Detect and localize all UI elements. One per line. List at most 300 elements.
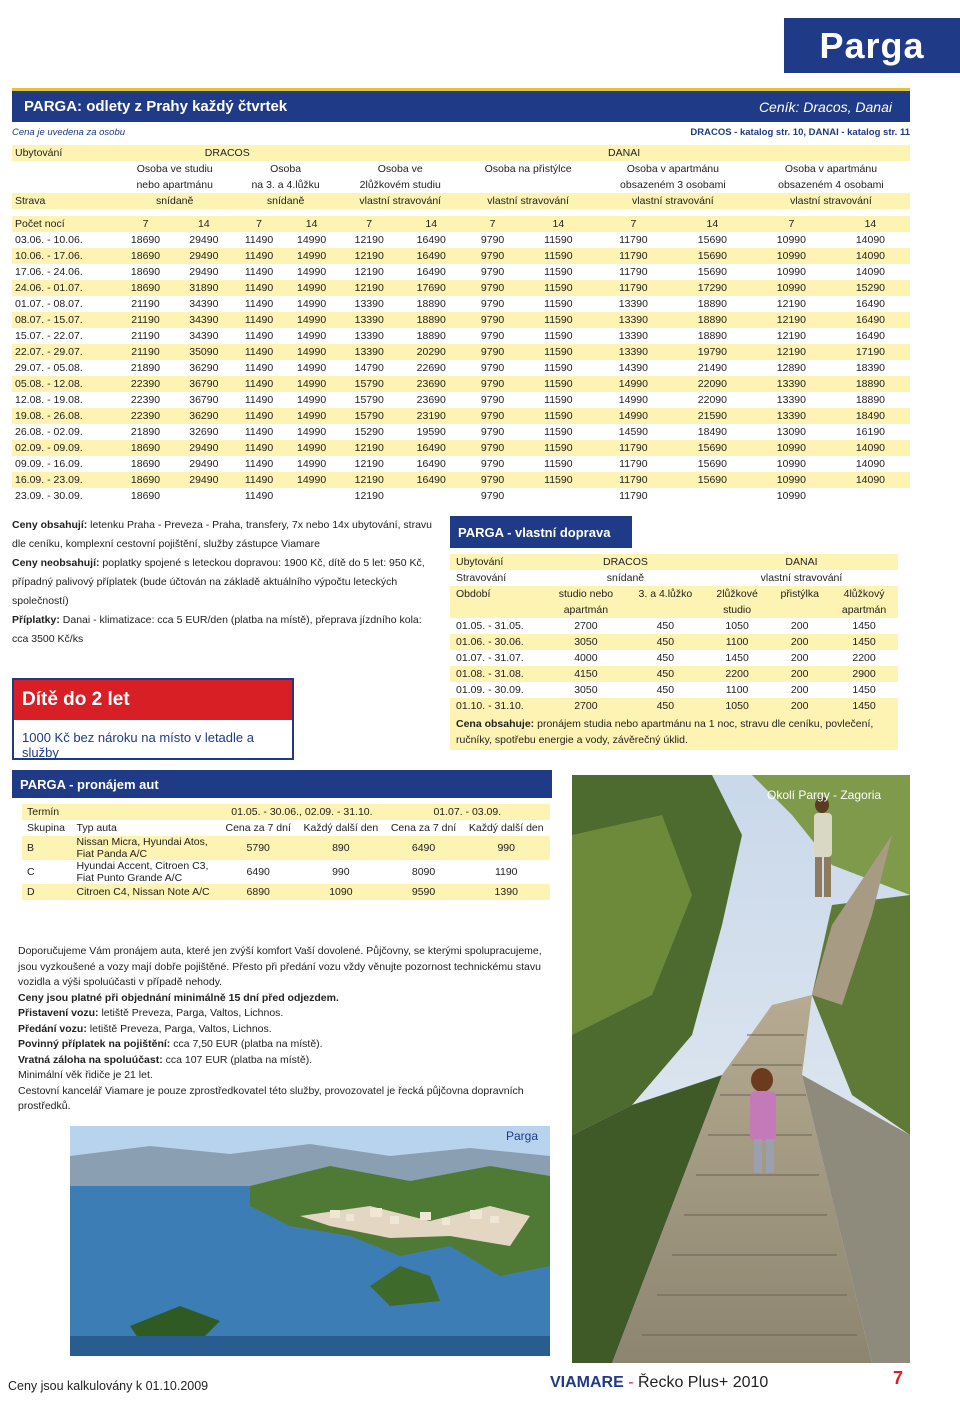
car-info-l4-label: Povinný příplatek na pojištění: — [18, 1038, 171, 1050]
table-cell: 11590 — [544, 394, 573, 406]
table-cell: 11590 — [523, 344, 594, 360]
prices-info — [12, 516, 432, 649]
table-cell: 19.08. - 26.08. — [12, 408, 116, 424]
table-row — [12, 232, 910, 248]
table-cell: 14090 — [831, 248, 910, 264]
zagoria-label: Okolí Pargy - Zagoria — [767, 788, 882, 802]
table-cell: 15690 — [697, 266, 727, 278]
table-cell: 29.07. - 05.08. — [15, 362, 83, 374]
row-label: Stravování — [456, 572, 507, 584]
table-cell: 200 — [769, 698, 830, 714]
table-cell: 11490 — [244, 362, 274, 374]
table-header: vlastní stravování — [760, 572, 843, 584]
table-cell: 36790 — [189, 394, 219, 406]
table-cell: 13390 — [752, 408, 831, 424]
table-cell: 9790 — [480, 490, 505, 502]
table-cell: 36290 — [175, 408, 233, 424]
table-header: přistýlka — [769, 586, 830, 602]
table-cell: 11490 — [233, 408, 285, 424]
table-header — [462, 177, 594, 193]
table-cell: 13390 — [618, 330, 648, 342]
table-cell: 31890 — [175, 280, 233, 296]
table-cell: 9790 — [480, 458, 505, 470]
car-info-l3-label: Předání vozu: — [18, 1022, 87, 1035]
car-price: 6490 — [246, 866, 270, 878]
table-cell: 12190 — [752, 344, 831, 360]
table-cell: 450 — [626, 698, 705, 714]
title-left: PARGA: odlety z Prahy každý čtvrtek — [24, 98, 288, 115]
table-cell: 9790 — [480, 362, 505, 374]
table-cell: 14090 — [831, 440, 910, 456]
table-header: nebo apartmánu — [136, 179, 213, 191]
table-cell: 16490 — [416, 234, 446, 246]
table-header: snídaně — [116, 193, 233, 209]
car-price: 8090 — [411, 866, 436, 878]
table-cell: 21490 — [697, 362, 727, 374]
table-header: Osoba ve — [377, 163, 423, 175]
table-cell: 14790 — [354, 362, 384, 374]
parga-label: Parga — [506, 1129, 539, 1143]
table-cell: 200 — [790, 684, 809, 696]
table-cell: 200 — [790, 620, 809, 632]
table-cell: 16190 — [855, 426, 886, 438]
table-header: apartmán — [830, 602, 898, 618]
table-cell: 10990 — [776, 458, 806, 470]
car-price: 1390 — [462, 884, 550, 900]
note-left: Cena je uvedena za osobu — [12, 127, 126, 138]
table-cell: 22690 — [416, 362, 446, 374]
table-header: DANAI — [338, 145, 910, 161]
transport-foot-label: Cena obsahuje: — [456, 718, 535, 730]
table-row — [22, 836, 550, 860]
row-label: Počet nocí — [12, 216, 116, 232]
table-cell: 15690 — [697, 458, 727, 470]
car-title: PARGA - pronájem aut — [12, 770, 552, 798]
table-cell: 11590 — [523, 440, 594, 456]
car-type-line: Hyundai Accent, Citroen C3, — [76, 860, 209, 872]
table-row — [450, 634, 898, 650]
table-cell: 22390 — [130, 394, 161, 406]
table-row — [12, 408, 910, 424]
table-cell: 11790 — [619, 234, 648, 246]
table-cell: 11490 — [244, 458, 274, 470]
table-cell: 15790 — [338, 376, 400, 392]
table-cell: 21890 — [130, 426, 161, 438]
table-cell: 01.10. - 31.10. — [450, 698, 546, 714]
car-h-p1: 01.05. - 30.06., 02.09. - 31.10. — [219, 804, 384, 820]
car-info-l4-text: cca 7,50 EUR (platba na místě). — [170, 1038, 323, 1050]
table-cell: 13390 — [354, 330, 384, 342]
table-header: 7 — [338, 216, 400, 232]
table-cell: 22.07. - 29.07. — [12, 344, 116, 360]
table-header: snídaně — [233, 193, 338, 209]
table-cell: 11490 — [244, 394, 274, 406]
table-cell: 01.06. - 30.06. — [450, 634, 546, 650]
table-cell: 19590 — [416, 426, 446, 438]
table-cell — [831, 488, 910, 504]
table-cell: 18390 — [855, 362, 886, 374]
table-cell: 10990 — [752, 280, 831, 296]
car-type — [72, 884, 220, 900]
table-cell: 21590 — [673, 408, 752, 424]
table-cell: 29490 — [189, 266, 219, 278]
table-cell: 11590 — [523, 280, 594, 296]
table-cell: 16490 — [416, 458, 446, 470]
car-price: 9590 — [385, 884, 463, 900]
table-cell: 9790 — [462, 408, 523, 424]
footer-brand: VIAMARE — [550, 1374, 624, 1391]
transport-table — [450, 554, 898, 714]
table-cell: 13390 — [776, 394, 806, 406]
table-cell: 16.09. - 23.09. — [12, 472, 116, 488]
table-cell: 11790 — [594, 280, 673, 296]
table-cell: 4000 — [574, 652, 598, 664]
table-cell: 9790 — [462, 312, 523, 328]
table-cell: 14590 — [618, 426, 648, 438]
car-type-line: Fiat Punto Grande A/C — [76, 872, 183, 884]
table-cell: 09.09. - 16.09. — [15, 458, 83, 470]
table-cell: 14090 — [855, 266, 886, 278]
table-cell: 14990 — [285, 280, 338, 296]
table-cell: 08.07. - 15.07. — [12, 312, 116, 328]
table-cell: 9790 — [462, 344, 523, 360]
table-cell: 11490 — [233, 280, 285, 296]
table-cell: 11590 — [523, 408, 594, 424]
table-header: vlastní stravování — [338, 193, 462, 209]
table-cell: 11490 — [233, 248, 285, 264]
table-header: DANAI — [705, 554, 898, 570]
table-cell: 18490 — [697, 426, 727, 438]
table-row — [12, 488, 910, 504]
table-cell: 12190 — [338, 440, 400, 456]
table-cell: 20290 — [400, 344, 462, 360]
table-header: Osoba v apartmánu — [784, 163, 878, 175]
table-cell: 11590 — [544, 426, 573, 438]
table-cell: 10990 — [776, 490, 806, 502]
table-cell: 1450 — [830, 698, 898, 714]
table-cell: 9790 — [462, 472, 523, 488]
table-header: studio nebo — [546, 586, 626, 602]
table-cell: 14990 — [285, 408, 338, 424]
table-cell: 200 — [769, 634, 830, 650]
table-cell: 21190 — [116, 312, 174, 328]
table-cell: 1050 — [705, 698, 769, 714]
table-header: Osoba v apartmánu — [626, 163, 719, 175]
car-info-l2-text: letiště Preveza, Parga, Valtos, Lichnos. — [98, 1007, 284, 1019]
row-label — [12, 177, 116, 193]
table-row — [22, 884, 550, 900]
table-cell: 18890 — [416, 298, 446, 310]
car-h-kdb: Každý další den — [468, 822, 544, 834]
table-header: 7 — [233, 216, 285, 232]
table-header: 14 — [400, 216, 462, 232]
table-cell: 17290 — [673, 280, 752, 296]
car-type-line: Citroen C4, Nissan Note A/C — [76, 886, 210, 898]
parga-photo — [70, 1126, 550, 1356]
table-cell: 11590 — [523, 248, 594, 264]
table-header — [769, 602, 830, 618]
car-price: 990 — [332, 866, 350, 878]
title-bar — [12, 88, 910, 122]
table-header: DRACOS — [546, 554, 705, 570]
table-cell: 2700 — [574, 620, 598, 632]
table-cell: 14990 — [285, 248, 338, 264]
car-type — [72, 836, 220, 860]
table-cell: 450 — [656, 620, 675, 632]
table-cell: 11490 — [233, 312, 285, 328]
table-cell: 18690 — [130, 458, 161, 470]
table-row — [12, 392, 910, 408]
table-cell: 13090 — [776, 426, 806, 438]
table-header: 14 — [285, 216, 338, 232]
table-cell: 11590 — [523, 376, 594, 392]
table-cell: 450 — [656, 652, 675, 664]
row-label: Období — [450, 586, 546, 602]
table-cell — [175, 488, 233, 504]
footer-catalog: Řecko Plus+ 2010 — [638, 1374, 769, 1391]
car-box — [12, 770, 552, 900]
table-cell: 11590 — [544, 458, 573, 470]
table-header: 14 — [523, 216, 594, 232]
table-cell: 200 — [790, 652, 809, 664]
table-cell: 11490 — [233, 376, 285, 392]
table-cell: 15690 — [673, 248, 752, 264]
car-info — [18, 944, 550, 1115]
table-cell: 18490 — [831, 408, 910, 424]
table-row — [12, 296, 910, 312]
table-cell: 16490 — [416, 266, 446, 278]
table-header — [626, 602, 705, 618]
table-cell: 1050 — [725, 620, 749, 632]
not-contains-label: Ceny neobsahují: — [12, 557, 100, 569]
table-header: na 3. a 4.lůžku — [251, 179, 320, 191]
table-cell: 03.06. - 10.06. — [15, 234, 83, 246]
table-cell: 14990 — [594, 376, 673, 392]
table-header: 14 — [831, 216, 910, 232]
table-cell: 10990 — [776, 234, 806, 246]
car-price: 6490 — [385, 836, 463, 860]
car-type-line: Fiat Panda A/C — [76, 848, 148, 860]
table-cell: 18890 — [697, 330, 727, 342]
table-cell: 11790 — [594, 440, 673, 456]
table-cell: 11590 — [544, 362, 573, 374]
car-info-l3-text: letiště Preveza, Parga, Valtos, Lichnos. — [86, 1022, 272, 1035]
table-cell: 15790 — [338, 408, 400, 424]
table-cell: 13390 — [338, 344, 400, 360]
transport-foot — [450, 714, 898, 750]
table-header: obsazeném 3 osobami — [620, 179, 726, 191]
table-cell: 14990 — [297, 330, 327, 342]
table-cell: 34390 — [189, 298, 219, 310]
table-cell: 16490 — [400, 472, 462, 488]
table-cell: 10990 — [752, 472, 831, 488]
footer-left: Ceny jsou kalkulovány k 01.10.2009 — [8, 1379, 209, 1393]
table-cell: 11490 — [233, 472, 285, 488]
table-cell: 11490 — [233, 344, 285, 360]
table-cell: 13390 — [594, 344, 673, 360]
table-cell: 23690 — [416, 394, 446, 406]
table-cell: 11490 — [244, 298, 274, 310]
table-cell: 16490 — [855, 298, 886, 310]
table-cell: 35090 — [175, 344, 233, 360]
table-cell: 14990 — [297, 458, 327, 470]
table-cell: 2700 — [546, 698, 626, 714]
table-header: 7 — [594, 216, 673, 232]
table-cell: 13390 — [618, 298, 648, 310]
table-cell: 450 — [626, 634, 705, 650]
table-cell: 3050 — [546, 634, 626, 650]
table-header: 4lůžkový — [830, 586, 898, 602]
table-cell: 11790 — [619, 490, 648, 502]
table-cell: 14090 — [831, 472, 910, 488]
table-cell: 23690 — [400, 376, 462, 392]
car-h-termin: Termín — [22, 804, 72, 820]
child-text: 1000 Kč bez nároku na místo v letadle a služby — [22, 730, 254, 760]
table-cell: 2900 — [830, 666, 898, 682]
table-cell: 200 — [769, 666, 830, 682]
table-cell: 17.06. - 24.06. — [15, 266, 83, 278]
page-number: 7 — [892, 1367, 903, 1388]
table-cell: 14990 — [297, 234, 327, 246]
table-cell: 11790 — [619, 266, 648, 278]
table-cell: 450 — [626, 666, 705, 682]
table-cell: 18890 — [673, 312, 752, 328]
table-header: Osoba na přistýlce — [484, 163, 572, 175]
car-info-l5-label: Vratná záloha na spoluúčast: — [18, 1053, 163, 1066]
table-cell: 18890 — [400, 312, 462, 328]
car-price: 1190 — [494, 866, 518, 878]
table-cell: 16490 — [400, 248, 462, 264]
table-cell: 15690 — [673, 472, 752, 488]
table-header: Osoba — [270, 163, 302, 175]
table-cell: 36290 — [189, 362, 219, 374]
table-cell: 13390 — [594, 312, 673, 328]
table-header: Osoba ve studiu — [136, 163, 213, 175]
table-header: obsazeném 4 osobami — [778, 179, 884, 191]
car-group: D — [22, 884, 72, 900]
table-cell: 34390 — [189, 330, 219, 342]
table-header: 3. a 4.lůžko — [626, 586, 705, 602]
table-row — [12, 472, 910, 488]
table-cell: 4150 — [546, 666, 626, 682]
table-cell: 9790 — [462, 376, 523, 392]
table-cell: 9790 — [480, 426, 505, 438]
table-row — [22, 860, 550, 884]
table-cell: 11490 — [244, 426, 274, 438]
table-cell: 21890 — [130, 362, 161, 374]
table-cell: 05.08. - 12.08. — [12, 376, 116, 392]
table-cell: 1450 — [830, 634, 898, 650]
table-cell: 12190 — [354, 266, 384, 278]
car-h-skupina: Skupina — [27, 822, 65, 834]
car-price: 1090 — [297, 884, 384, 900]
table-cell: 18690 — [116, 440, 174, 456]
table-cell: 12.08. - 19.08. — [15, 394, 83, 406]
table-header: 7 — [116, 216, 174, 232]
table-cell: 11490 — [244, 330, 274, 342]
row-label: Ubytování — [450, 554, 546, 570]
transport-box — [450, 516, 898, 750]
table-header: 7 — [462, 216, 523, 232]
car-price: 990 — [462, 836, 550, 860]
table-cell: 15790 — [354, 394, 384, 406]
table-cell: 9790 — [480, 394, 505, 406]
row-label: Strava — [12, 193, 116, 209]
table-row — [12, 312, 910, 328]
table-cell: 21190 — [116, 344, 174, 360]
table-cell: 14990 — [285, 312, 338, 328]
table-cell: 12190 — [338, 280, 400, 296]
car-h-c7b: Cena za 7 dní — [390, 822, 457, 834]
table-cell: 18690 — [130, 490, 161, 502]
extra-label: Příplatky: — [12, 614, 60, 626]
table-cell: 01.08. - 31.08. — [450, 666, 546, 682]
table-cell: 9790 — [480, 330, 505, 342]
table-cell: 15290 — [831, 280, 910, 296]
table-row — [12, 344, 910, 360]
contains-text: letenku Praha - Preveza - Praha, transfery, 7x nebo 14x ubytování, stravu dle ceníku, komplexní cestovní pojištění, služby zástupce Viamare — [12, 519, 433, 550]
car-type — [72, 860, 220, 884]
table-cell — [523, 488, 594, 504]
table-cell: 1450 — [852, 684, 876, 696]
table-cell: 16490 — [855, 330, 886, 342]
table-cell: 32690 — [189, 426, 219, 438]
footer-sep: - — [623, 1374, 638, 1391]
table-cell: 16490 — [831, 312, 910, 328]
table-cell: 29490 — [189, 234, 219, 246]
table-cell: 16490 — [400, 440, 462, 456]
table-cell — [400, 488, 462, 504]
table-cell: 10990 — [752, 248, 831, 264]
table-cell: 12190 — [354, 458, 384, 470]
table-cell: 11790 — [594, 472, 673, 488]
table-cell: 11590 — [544, 266, 573, 278]
table-cell: 01.07. - 31.07. — [456, 652, 524, 664]
table-cell: 17190 — [831, 344, 910, 360]
table-header: vlastní stravování — [594, 193, 752, 209]
table-header: studio — [705, 602, 769, 618]
table-cell: 11590 — [544, 330, 573, 342]
table-cell: 14990 — [297, 362, 327, 374]
car-h-c7a: Cena za 7 dní — [225, 822, 291, 834]
table-cell: 29490 — [189, 458, 219, 470]
table-cell: 10990 — [752, 440, 831, 456]
footer-right — [550, 1374, 768, 1392]
transport-foot-text: pronájem studia nebo apartmánu na 1 noc, stravu dle ceníku, povlečení, ručníky, spotřebu energie a vody, závěrečný úklid. — [456, 718, 874, 746]
table-cell: 14990 — [297, 298, 327, 310]
child-box — [12, 678, 294, 760]
table-cell: 34390 — [175, 312, 233, 328]
table-row — [12, 360, 910, 376]
price-table — [12, 145, 910, 504]
table-cell: 18690 — [116, 280, 174, 296]
table-cell: 19790 — [673, 344, 752, 360]
car-info-l6: Minimální věk řidiče je 21 let. — [18, 1069, 153, 1081]
spacer — [12, 209, 910, 216]
table-cell: 12190 — [338, 472, 400, 488]
table-cell: 01.09. - 30.09. — [456, 684, 524, 696]
table-cell: 11790 — [594, 248, 673, 264]
table-row — [12, 440, 910, 456]
table-cell: 22390 — [116, 376, 174, 392]
table-cell: 9790 — [480, 266, 505, 278]
table-header: vlastní stravování — [752, 193, 910, 209]
table-header: 2lůžkovém studiu — [359, 179, 441, 191]
table-cell: 14990 — [285, 376, 338, 392]
table-row — [12, 424, 910, 440]
table-cell: 26.08. - 02.09. — [15, 426, 83, 438]
table-cell: 11490 — [233, 440, 285, 456]
